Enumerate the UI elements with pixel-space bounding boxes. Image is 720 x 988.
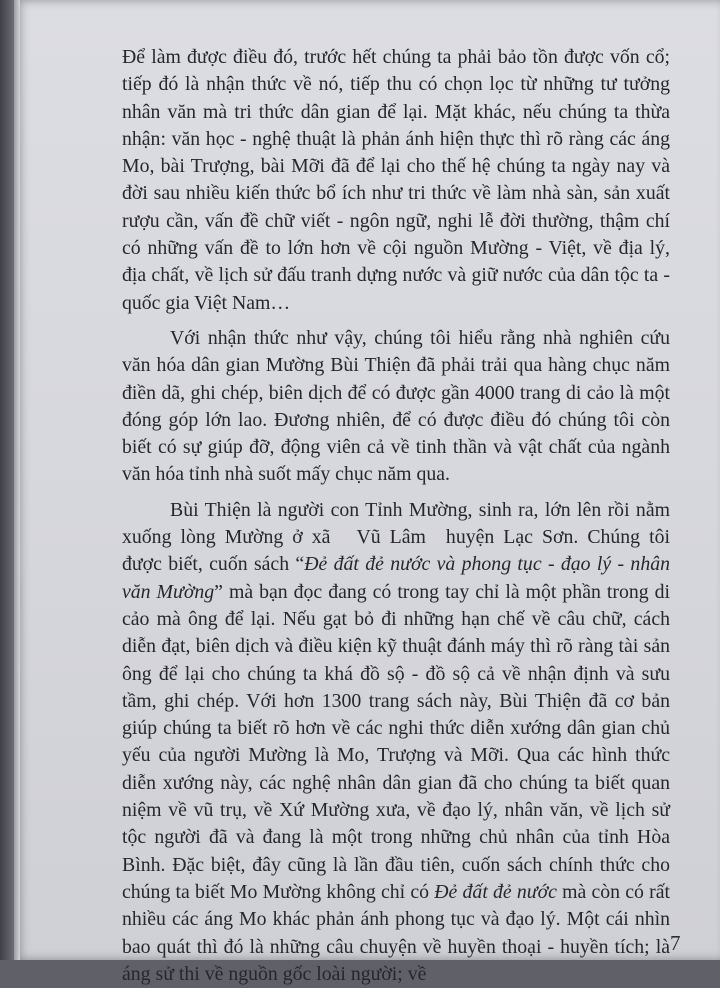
paragraph-3 xyxy=(122,497,670,988)
page-number: 7 xyxy=(670,931,681,955)
epic-title: Đẻ đất đẻ nước xyxy=(434,880,557,903)
paragraph-2: Với nhận thức như vậy, chúng tôi hiểu rằng nhà nghiên cứu văn hóa dân gian Mường Bùi Thiện đã phải trải qua hàng chục năm điền dã, ghi chép, biên dịch để có được gần 4000 trang di cảo là một đóng góp lớn lao. Đương nhiên, để có được điều đó chúng tôi còn biết có sự giúp đỡ, động viên cả về tinh thần và vật chất của ngành văn hóa tỉnh nhà suốt mấy chục năm qua. xyxy=(122,326,670,486)
body-text xyxy=(122,44,670,988)
page-edge xyxy=(14,0,20,960)
commune-name: Vũ Lâm xyxy=(356,526,426,549)
paragraph-3-text-2: huyện Lạc Sơn. Chúng tôi được biết, cuốn sách “ xyxy=(122,526,670,576)
paragraph-3-text-1: Bùi Thiện là người con Tỉnh Mường, sinh ra, lớn lên rồi nằm xuống lòng Mường ở xã xyxy=(122,498,670,549)
book-title: Đẻ đất đẻ nước và phong tục - đạo lý - nhân văn Mường xyxy=(122,553,670,603)
paragraph-1: Để làm được điều đó, trước hết chúng ta phải bảo tồn được vốn cổ; tiếp đó là nhận thức về nó, tiếp thu có chọn lọc từ những tư tưởng nhân văn mà tri thức dân gian để lại. Mặt khác, nếu chúng ta thừa nhận: văn học - nghệ thuật là phản ánh hiện thực thì rõ ràng các áng Mo, bài Trượng, bài Mỡi đã để lại cho thế hệ chúng ta ngày nay và đời sau nhiều kiến thức bổ ích như tri thức về làm nhà sàn, sản xuất rượu cần, vấn đề chữ viết - ngôn ngữ, nghi lễ đời thường, thậm chí có những vấn đề to lớn hơn về cội nguồn Mường - Việt, về địa lý, địa chất, về lịch sử đấu tranh dựng nước và giữ nước của dân tộc ta - quốc gia Việt Nam… xyxy=(122,46,670,314)
paragraph-3-text-4: mà còn có rất nhiều các áng Mo khác phản ánh phong tục và đạo lý. Một cái nhìn bao quát thì đó là những câu chuyện về huyền thoại - huyền tích; là áng sử thi về nguồn gốc loài người; về xyxy=(122,880,671,985)
paragraph-3-text-3: ” mà bạn đọc đang có trong tay chỉ là một phần trong di cảo mà ông để lại. Nếu gạt bỏ đi những hạn chế về câu chữ, cách diễn đạt, biên dịch và điều kiện kỹ thuật đánh máy thì rõ ràng tài sản ông để lại cho chúng ta khá đồ sộ - đồ sộ cả về nhận định và sưu tầm, ghi chép. Với hơn 1300 trang sách này, Bùi Thiện đã cơ bản giúp chúng ta biết rõ hơn về các nghi thức diễn xướng dân gian chủ yếu của người Mường là Mo, Trượng và Mỡi. Qua các hình thức diễn xướng này, các nghệ nhân dân gian đã cho chúng ta biết quan niệm về vũ trụ, về Xứ Mường xưa, về đạo lý, nhân văn, về lịch sử tộc người đã và đang là một trong những chủ nhân của tỉnh Hòa Bình. Đặc biệt, đây cũng là lần đầu tiên, cuốn sách chính thức cho chúng ta biết Mo Mường không chỉ có xyxy=(122,580,670,903)
